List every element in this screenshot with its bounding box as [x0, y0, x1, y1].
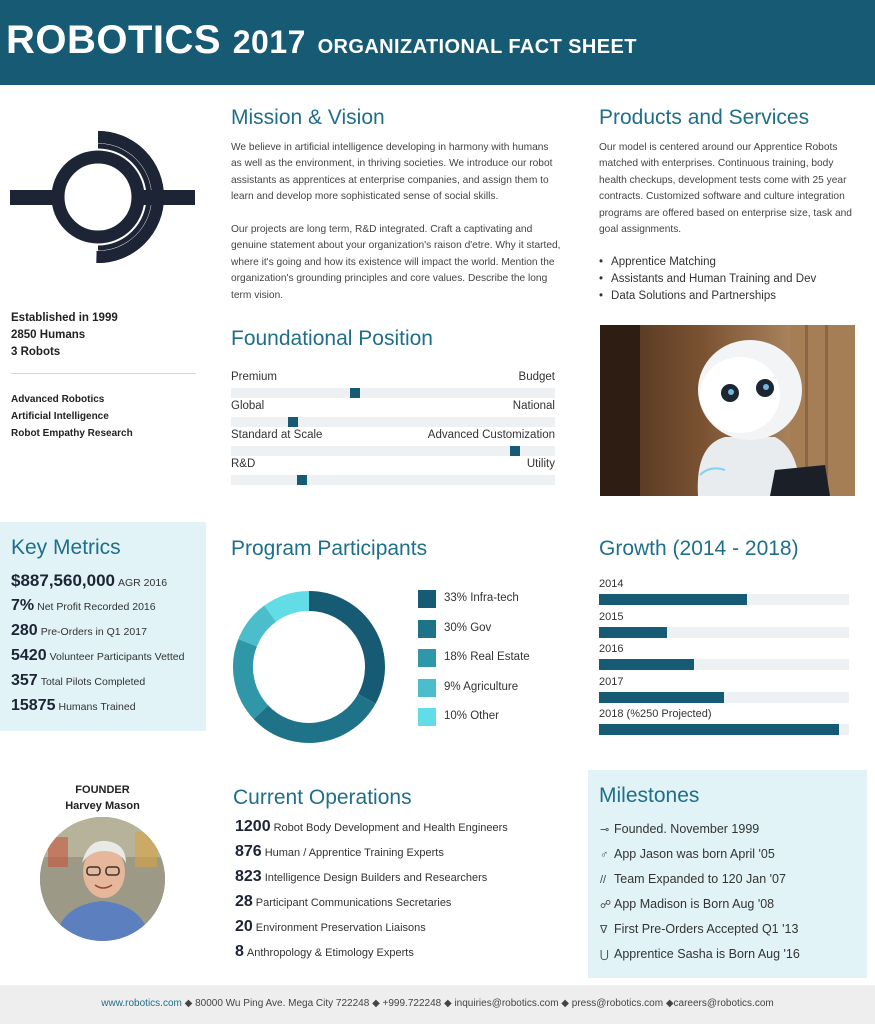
- metric-label: Total Pilots Completed: [40, 676, 146, 688]
- operations-label: Intelligence Design Builders and Researchers: [264, 872, 488, 884]
- growth-bar-label: 2017: [599, 675, 624, 688]
- milestone-text: First Pre-Orders Accepted Q1 '13: [614, 922, 799, 936]
- milestone-text: Team Expanded to 120 Jan '07: [614, 872, 786, 886]
- position-left-label: Standard at Scale: [231, 429, 323, 441]
- fact-robots: 3 Robots: [11, 346, 61, 358]
- legend-item: [418, 708, 568, 726]
- founder-avatar: [40, 817, 165, 941]
- list-item: • Data Solutions and Partnerships: [599, 288, 816, 305]
- growth-bar-label: 2014: [599, 578, 624, 590]
- fact-established: Established in 1999: [11, 312, 118, 324]
- position-track: [231, 446, 555, 456]
- milestone-text: App Jason was born April '05: [614, 847, 775, 861]
- operations-value: 20: [235, 918, 253, 935]
- metric-item: [11, 647, 184, 665]
- milestone-icon: ⋃: [600, 949, 610, 961]
- milestone-item: [600, 947, 800, 961]
- metric-item: [11, 571, 167, 591]
- legend-swatch: [418, 620, 436, 638]
- milestone-item: [600, 922, 798, 936]
- growth-bar: [599, 692, 724, 703]
- operations-item: [235, 918, 426, 936]
- position-row: [231, 400, 555, 430]
- operations-value: 28: [235, 893, 253, 910]
- legend-label: 18% Real Estate: [444, 651, 530, 663]
- title-year: 2017: [232, 24, 306, 60]
- footer-contact: [0, 998, 875, 1009]
- operations-item: [235, 843, 444, 861]
- growth-bar-row: [599, 708, 849, 738]
- legend-swatch: [418, 590, 436, 608]
- growth-bar-track: [599, 692, 849, 703]
- donut-slice-agriculture: [248, 614, 271, 643]
- milestone-icon: ∇: [600, 924, 608, 936]
- legend-item: [418, 590, 568, 608]
- milestone-item: [600, 822, 759, 836]
- growth-bar-row: [599, 578, 849, 608]
- metric-label: Net Profit Recorded 2016: [37, 601, 156, 613]
- legend-label: 30% Gov: [444, 621, 492, 634]
- growth-bar: [599, 724, 839, 735]
- founder-role: FOUNDER: [75, 784, 130, 796]
- website-link[interactable]: www.robotics.com: [101, 998, 182, 1009]
- metric-value: 5420: [11, 647, 47, 664]
- founder-name: Harvey Mason: [65, 800, 140, 812]
- growth-bar-label: 2018 (%250 Projected): [599, 708, 712, 720]
- metric-item: [11, 622, 147, 640]
- growth-bar: [599, 659, 694, 670]
- title-subtitle: ORGANIZATIONAL FACT SHEET: [317, 36, 637, 58]
- products-title: Products and Services: [599, 106, 810, 129]
- metric-label: Pre-Orders in Q1 2017: [40, 626, 147, 638]
- milestone-text: App Madison is Born Aug '08: [614, 897, 775, 911]
- focus-item: Robot Empathy Research: [11, 428, 133, 439]
- metric-item: [11, 597, 156, 615]
- legend-swatch: [418, 649, 436, 667]
- metric-label: Volunteer Participants Vetted: [49, 651, 185, 663]
- operations-value: 876: [235, 843, 262, 860]
- metric-item: [11, 697, 136, 715]
- participants-donut-chart: [228, 587, 390, 747]
- operations-item: [235, 868, 487, 886]
- donut-slice-other: [270, 601, 309, 614]
- participants-title: Program Participants: [231, 537, 428, 560]
- operations-title: Current Operations: [233, 786, 412, 809]
- growth-bar-track: [599, 627, 849, 638]
- metric-label: Humans Trained: [58, 701, 136, 713]
- position-title: Foundational Position: [231, 327, 433, 350]
- legend-label: 9% Agriculture: [444, 680, 519, 693]
- metric-value: 280: [11, 622, 38, 639]
- footer: [0, 985, 875, 1024]
- metrics-title: Key Metrics: [11, 536, 121, 559]
- position-row: [231, 429, 555, 459]
- metric-value: 357: [11, 672, 38, 689]
- operations-label: Participant Communications Secretaries: [255, 897, 452, 909]
- milestone-text: Founded. November 1999: [614, 822, 760, 836]
- milestone-item: [600, 872, 786, 886]
- robot-photo: [600, 325, 855, 496]
- operations-label: Human / Apprentice Training Experts: [264, 847, 444, 859]
- growth-title: Growth (2014 - 2018): [599, 537, 799, 560]
- legend-swatch: [418, 679, 436, 697]
- position-marker: [510, 446, 520, 456]
- metric-value: 15875: [11, 697, 56, 714]
- milestone-item: [600, 897, 774, 911]
- mission-paragraph-2: Our projects are long term, R&D integrated. Craft a captivating and genuine statement about your organization's raison d'etre. Why it started, where it's going and how its existence will impact the world. Mention the organization's grounding principles and core values. Describe the long term vision.: [231, 224, 561, 301]
- mission-paragraph-1: We believe in artificial intelligence developing in harmony with humans as well as the environment, in thriving societies. We introduce our robot assistants as apprentices at enterprise companies, and assign them to learn and develop more sophisticated sense of social skills.: [231, 142, 553, 203]
- position-track: [231, 475, 555, 485]
- position-row: [231, 458, 555, 488]
- fact-humans: 2850 Humans: [11, 329, 86, 341]
- position-right-label: Utility: [526, 458, 555, 470]
- milestone-icon: ⊸: [600, 824, 610, 836]
- milestone-icon: ♂: [600, 849, 609, 861]
- position-right-label: Advanced Customization: [427, 429, 555, 441]
- focus-areas: [11, 391, 133, 442]
- growth-bar: [599, 594, 747, 605]
- founder-caption: [40, 782, 165, 814]
- position-left-label: Global: [231, 400, 265, 412]
- operations-value: 8: [235, 943, 244, 960]
- list-item: • Assistants and Human Training and Dev: [599, 271, 816, 288]
- growth-bar-track: [599, 594, 849, 605]
- milestones-panel: [588, 770, 867, 978]
- milestones-title: Milestones: [599, 784, 700, 807]
- metric-value: $887,560,000: [11, 571, 115, 590]
- products-paragraph: Our model is centered around our Apprentice Robots matched with enterprises. Continuous training, body health checkups, development tests come with 25 year contracts. Customized software and culture integration programs are offered based on enterprise size, task and goal assignments.: [599, 142, 852, 236]
- legend-swatch: [418, 708, 436, 726]
- metric-item: [11, 672, 145, 690]
- position-left-label: Premium: [231, 371, 278, 383]
- legend-item: [418, 679, 568, 697]
- company-facts: [11, 310, 118, 361]
- growth-bar-label: 2015: [599, 610, 624, 623]
- position-right-label: National: [512, 400, 555, 412]
- milestone-item: [600, 847, 775, 861]
- legend-item: [418, 649, 568, 667]
- growth-bar-row: [599, 611, 849, 641]
- milestone-icon: ☍: [600, 899, 612, 911]
- operations-label: Robot Body Development and Health Engineers: [273, 822, 508, 834]
- legend-label: 10% Other: [444, 710, 499, 722]
- footer-details: ◆ 80000 Wu Ping Ave. Mega City 722248 ◆ +999.722248 ◆ inquiries@robotics.com ◆ press@robotics.com ◆careers@robotics.com: [181, 998, 774, 1009]
- operations-item: [235, 893, 451, 911]
- operations-item: [235, 943, 414, 961]
- donut-slice-gov: [261, 699, 367, 733]
- donut-slice-infra-tech: [309, 601, 375, 699]
- position-row: [231, 371, 555, 401]
- growth-bar-label: 2016: [599, 643, 624, 655]
- position-marker: [350, 388, 360, 398]
- list-item: • Apprentice Matching: [599, 254, 816, 271]
- operations-value: 1200: [235, 818, 271, 835]
- growth-bar-track: [599, 659, 849, 670]
- milestone-text: Apprentice Sasha is Born Aug '16: [614, 947, 800, 961]
- growth-bar-track: [599, 724, 849, 735]
- mission-title: Mission & Vision: [231, 106, 385, 129]
- growth-bar: [599, 627, 667, 638]
- products-list: [599, 254, 816, 305]
- position-left-label: R&D: [231, 458, 256, 470]
- position-track: [231, 388, 555, 398]
- page-title: [6, 18, 637, 63]
- operations-item: [235, 818, 508, 836]
- metric-value: 7%: [11, 597, 35, 614]
- milestone-icon: //: [600, 874, 607, 886]
- left-divider: [11, 373, 196, 374]
- position-right-label: Budget: [518, 371, 555, 383]
- header-banner: [0, 0, 875, 85]
- operations-label: Anthropology & Etimology Experts: [246, 947, 414, 959]
- legend-item: [418, 620, 568, 638]
- position-marker: [297, 475, 307, 485]
- growth-bar-row: [599, 676, 849, 706]
- position-marker: [288, 417, 298, 427]
- legend-label: 33% Infra-tech: [444, 592, 519, 604]
- focus-item: Artificial Intelligence: [11, 411, 109, 422]
- metric-label: AGR 2016: [118, 577, 168, 589]
- operations-label: Environment Preservation Liaisons: [255, 922, 426, 934]
- company-logo-icon: [10, 120, 195, 275]
- operations-value: 823: [235, 868, 262, 885]
- donut-slice-real-estate: [243, 643, 261, 712]
- growth-bar-row: [599, 643, 849, 673]
- position-track: [231, 417, 555, 427]
- focus-item: Advanced Robotics: [11, 394, 105, 405]
- title-word: ROBOTICS: [6, 18, 222, 62]
